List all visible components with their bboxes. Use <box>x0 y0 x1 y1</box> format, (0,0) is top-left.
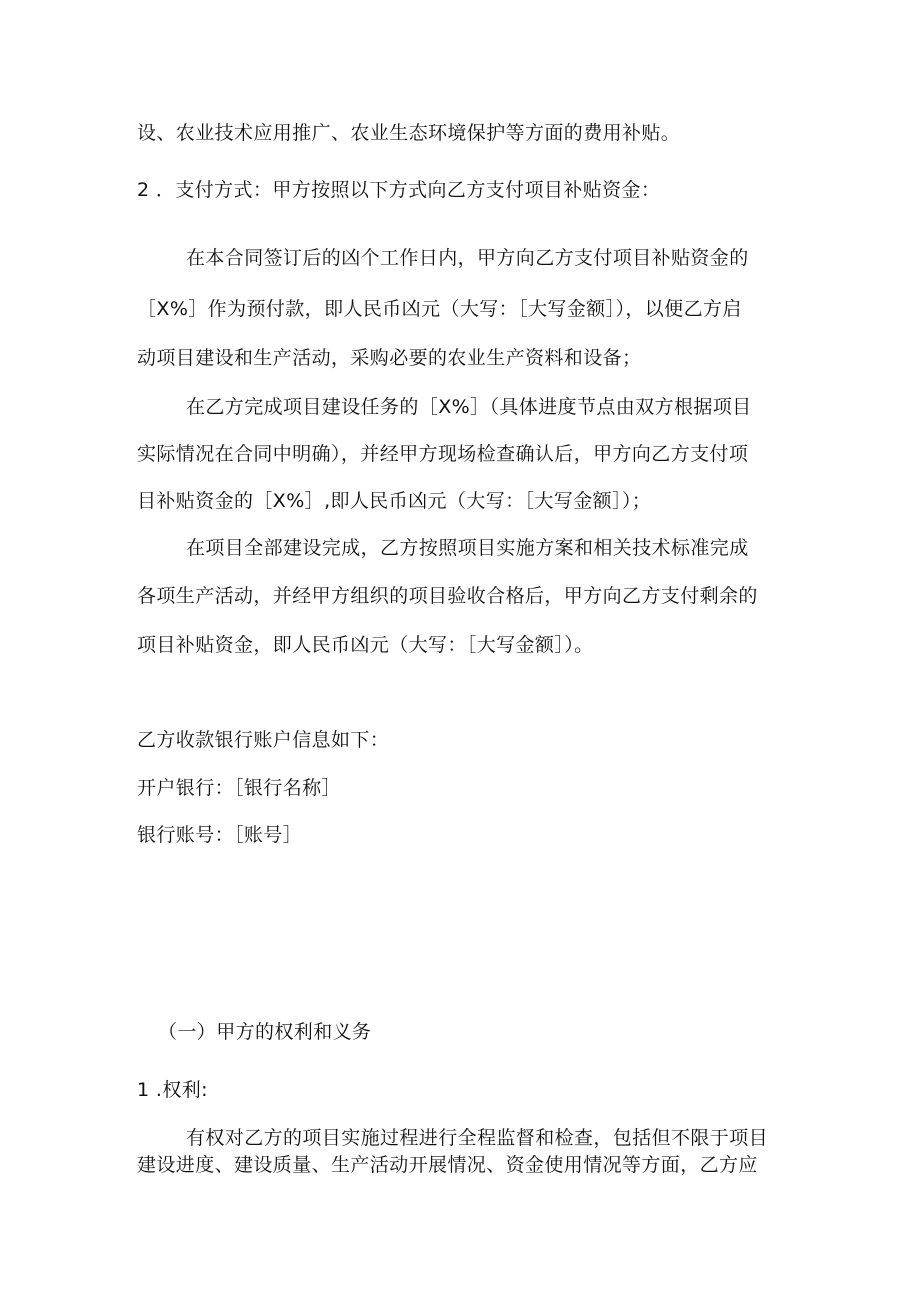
paragraph-line: 有权对乙方的项目实施过程进行全程监督和检查，包括但不限于项目 <box>186 1127 769 1149</box>
paragraph-line: 设、农业技术应用推广、农业生态环境保护等方面的费用补贴。 <box>137 122 681 144</box>
paragraph-line: 在项目全部建设完成，乙方按照项目实施方案和相关技术标准完成 <box>186 537 749 559</box>
paragraph-line: 项目补贴资金，即人民币凶元（大写：［大写金额］）。 <box>137 634 594 656</box>
section-title: （一）甲方的权利和义务 <box>158 1021 372 1043</box>
paragraph-line: 建设进度、建设质量、生产活动开展情况、资金使用情况等方面，乙方应 <box>137 1154 758 1176</box>
paragraph-line: 各项生产活动，并经甲方组织的项目验收合格后，甲方向乙方支付剩余的 <box>137 585 758 607</box>
bank-account-line: 银行账号：［账号］ <box>137 824 303 846</box>
paragraph-line: 在乙方完成项目建设任务的［X%］（具体进度节点由双方根据项目 <box>186 396 752 418</box>
paragraph-line: 实际情况在合同中明确），并经甲方现场检查确认后，甲方向乙方支付项 <box>137 443 749 465</box>
paragraph-line: 动项目建设和生产活动，采购必要的农业生产资料和设备； <box>137 347 642 369</box>
bank-name-line: 开户银行：［银行名称］ <box>137 777 341 799</box>
paragraph-line: ［X%］作为预付款，即人民币凶元（大写：［大写金额］），以便乙方启 <box>137 298 742 320</box>
payment-method-heading: 2 ．支付方式：甲方按照以下方式向乙方支付项目补贴资金： <box>137 179 661 201</box>
paragraph-line: 目补贴资金的［X%］,即人民币凶元（大写：［大写金额］）； <box>137 490 652 512</box>
paragraph-line: 在本合同签订后的凶个工作日内，甲方向乙方支付项目补贴资金的 <box>186 247 749 269</box>
rights-heading: 1 .权利: <box>137 1079 208 1101</box>
bank-info-heading: 乙方收款银行账户信息如下： <box>137 729 390 751</box>
